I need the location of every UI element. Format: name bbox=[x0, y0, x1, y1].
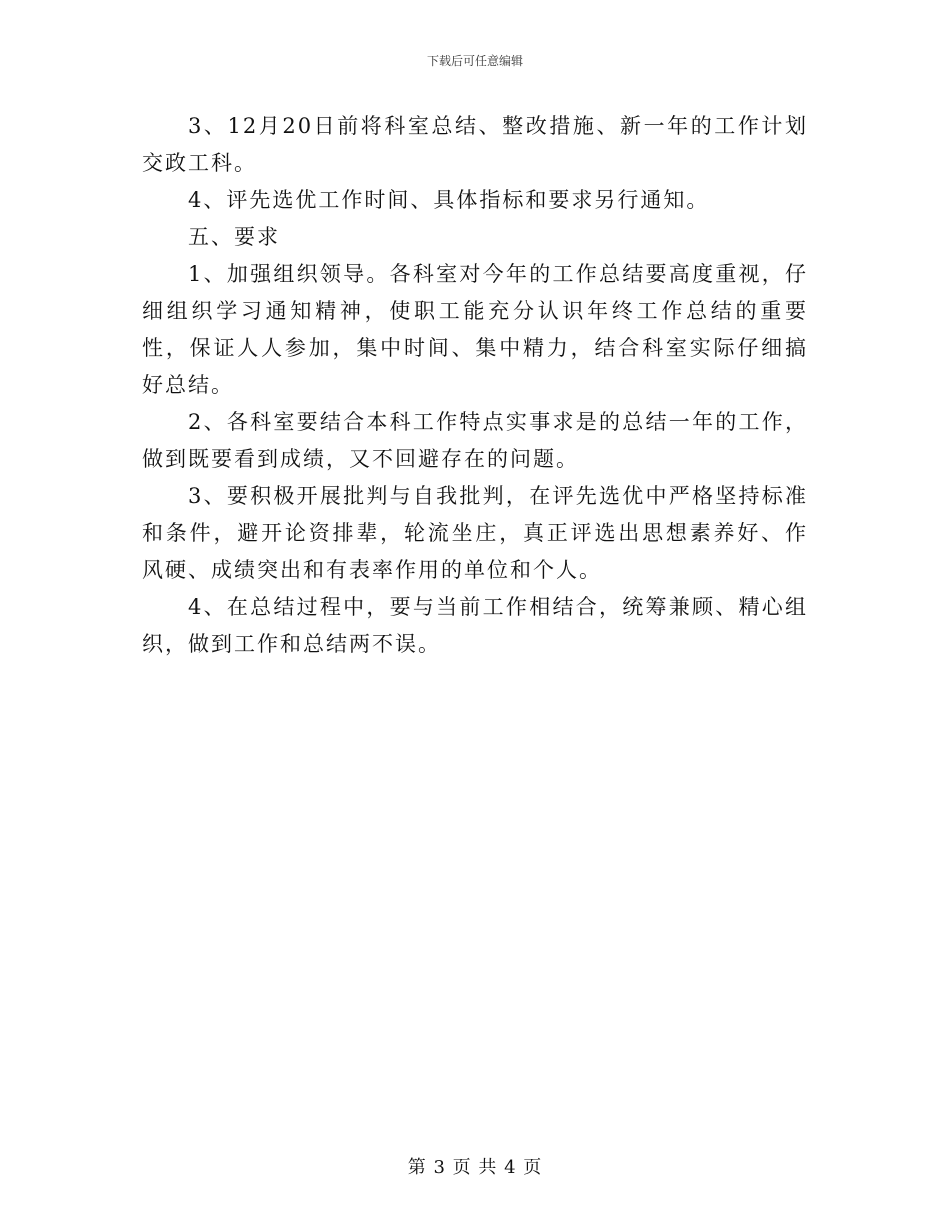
section-heading-requirements: 五、要求 bbox=[188, 225, 280, 249]
page-header-note: 下载后可任意编辑 bbox=[426, 54, 523, 68]
page-number-footer: 第 3 页 共 4 页 bbox=[407, 1157, 543, 1178]
requirement-item-1: 1、加强组织领导。各科室对今年的工作总结要高度重视，仔细组织学习通知精神，使职工能充分认识年终工作总结的重要性，保证人人参加，集中时间、集中精力，结合科室实际仔细搞好总结。 bbox=[142, 262, 808, 397]
requirement-item-3: 3、要积极开展批判与自我批判，在评先选优中严格坚持标准和条件，避开论资排辈，轮流坐庄，真正评选出思想素养好、作风硬、成绩突出和有表率作用的单位和个人。 bbox=[142, 484, 808, 582]
requirement-item-4: 4、在总结过程中，要与当前工作相结合，统筹兼顾、精心组织，做到工作和总结两不误。 bbox=[142, 595, 808, 656]
paragraph-item-3: 3、12月20日前将科室总结、整改措施、新一年的工作计划交政工科。 bbox=[142, 114, 808, 175]
document-body bbox=[142, 108, 808, 663]
requirement-item-2: 2、各科室要结合本科工作特点实事求是的总结一年的工作，做到既要看到成绩，又不回避存在的问题。 bbox=[142, 410, 808, 471]
paragraph-item-4: 4、评先选优工作时间、具体指标和要求另行通知。 bbox=[188, 188, 710, 212]
